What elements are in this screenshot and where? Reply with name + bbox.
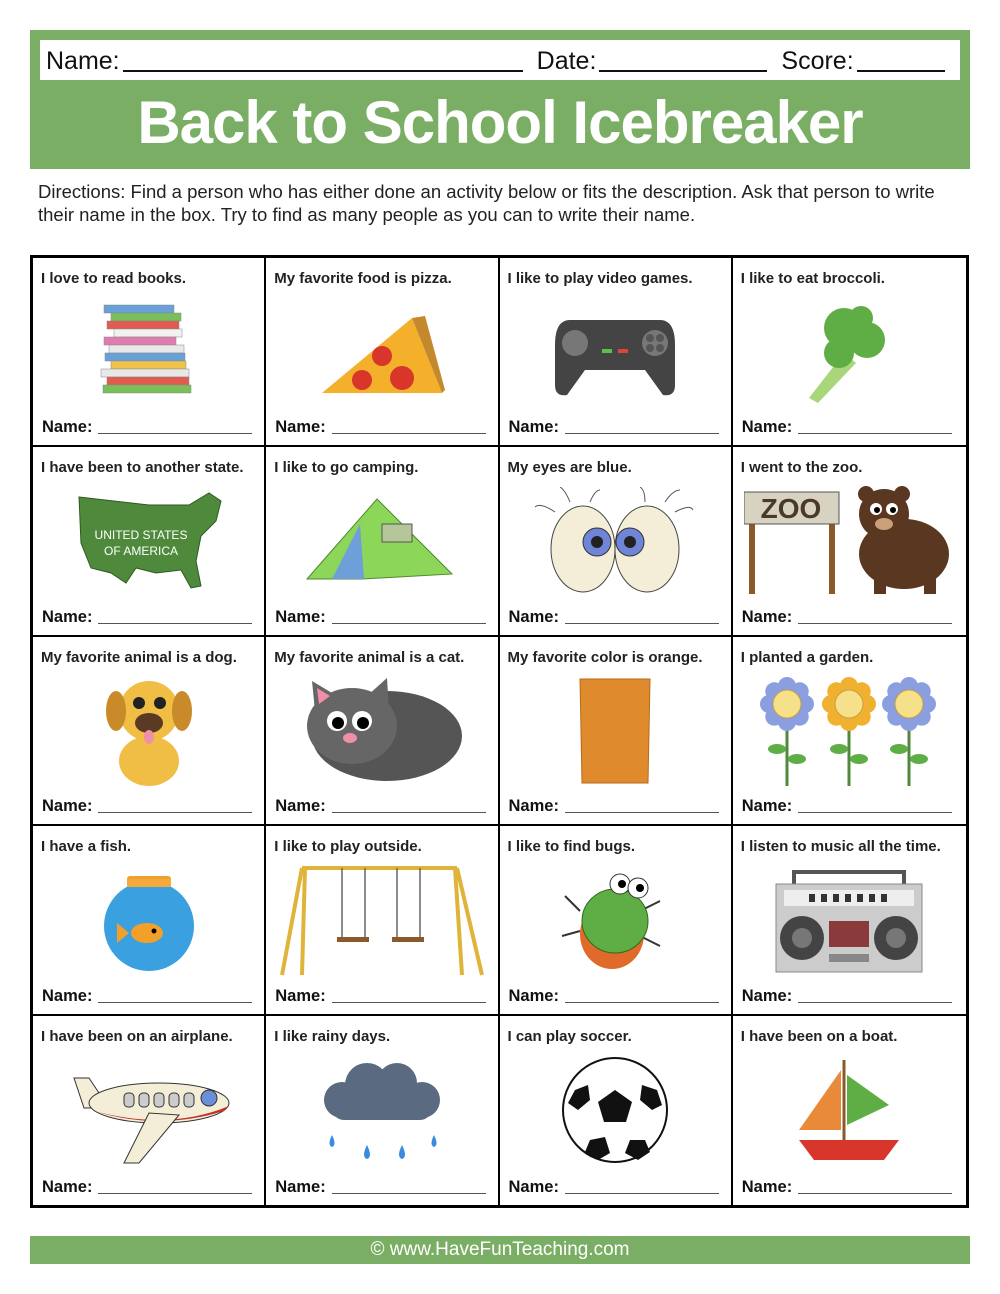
cell-prompt: I like to find bugs. [507, 838, 635, 856]
name-label: Name: [275, 986, 326, 1005]
dog-icon [33, 669, 264, 794]
name-label: Name: [275, 797, 326, 816]
cell-prompt: I planted a garden. [740, 648, 874, 666]
icebreaker-grid [30, 255, 969, 1208]
swing-set-icon [266, 858, 497, 983]
cell-prompt: I have been to another state. [41, 459, 244, 477]
name-line[interactable] [798, 1002, 952, 1003]
name-field[interactable] [42, 797, 252, 816]
name-line[interactable] [565, 433, 719, 434]
grid-cell [500, 826, 733, 1015]
cell-prompt: I like to go camping. [274, 459, 419, 477]
bug-icon [500, 858, 731, 983]
usa-map-icon [33, 479, 264, 604]
tent-icon [266, 479, 497, 604]
name-label: Name: [508, 418, 559, 437]
pizza-icon [266, 290, 497, 415]
name-label: Name: [741, 418, 793, 437]
grid-cell [733, 1016, 966, 1205]
svg-text:OF AMERICA: OF AMERICA [103, 543, 178, 558]
cell-prompt: I have been on an airplane. [41, 1027, 233, 1045]
eyes-icon [500, 479, 731, 604]
cell-prompt: My favorite food is pizza. [274, 270, 452, 287]
orange-swatch-icon [500, 669, 731, 794]
page-title: Back to School Icebreaker [137, 89, 863, 156]
name-label: Name: [275, 607, 326, 626]
grid-cell [33, 447, 266, 636]
grid-cell [33, 1016, 266, 1205]
name-field[interactable] [275, 418, 485, 437]
name-line[interactable] [565, 623, 719, 624]
grid-cell [33, 826, 266, 1015]
name-label: Name: [508, 797, 559, 816]
worksheet-header [30, 30, 970, 169]
name-line[interactable] [798, 433, 952, 434]
name-field[interactable] [275, 1178, 485, 1197]
soccer-ball-icon [500, 1048, 731, 1173]
date-label: Date: [536, 47, 597, 75]
cell-prompt: I have been on a boat. [740, 1027, 898, 1045]
grid-cell [500, 258, 733, 447]
cell-prompt: I went to the zoo. [740, 459, 863, 477]
name-field[interactable] [742, 1178, 952, 1197]
flowers-icon [733, 669, 966, 794]
cell-prompt: I like rainy days. [274, 1027, 391, 1045]
name-field[interactable] [42, 1178, 252, 1197]
cat-icon [266, 669, 497, 794]
grid-cell [500, 1016, 733, 1205]
name-line[interactable] [798, 623, 952, 624]
cell-prompt: I like to play outside. [274, 838, 422, 856]
svg-text:ZOO: ZOO [761, 493, 822, 525]
name-line[interactable] [565, 1193, 719, 1194]
name-field[interactable] [42, 987, 252, 1006]
zoo-bear-icon [733, 479, 966, 604]
name-line[interactable] [332, 1002, 486, 1003]
cell-prompt: My eyes are blue. [507, 459, 632, 477]
name-field[interactable] [42, 418, 252, 437]
score-label: Score: [781, 47, 854, 75]
name-field[interactable] [742, 797, 952, 816]
name-label: Name: [508, 986, 559, 1005]
name-label: Name: [741, 1177, 793, 1196]
name-label: Name: [275, 1177, 326, 1196]
name-line[interactable] [98, 1193, 252, 1194]
grid-cell [33, 258, 266, 447]
name-field[interactable] [509, 1178, 719, 1197]
name-line[interactable] [98, 623, 252, 624]
score-line[interactable] [857, 69, 945, 72]
grid-cell [733, 826, 966, 1015]
name-line[interactable] [332, 623, 486, 624]
footer-copyright: © www.HaveFunTeaching.com [30, 1236, 970, 1264]
name-label: Name: [42, 418, 93, 437]
name-field[interactable] [509, 987, 719, 1006]
cell-prompt: My favorite animal is a dog. [41, 648, 237, 666]
cell-prompt: I have a fish. [41, 838, 132, 856]
name-label: Name: [741, 607, 793, 626]
books-icon [33, 290, 264, 415]
cell-prompt: I listen to music all the time. [740, 838, 941, 856]
name-field[interactable] [509, 797, 719, 816]
name-label: Name: [741, 797, 793, 816]
name-label: Name: [275, 418, 326, 437]
broccoli-icon [733, 290, 966, 415]
name-line[interactable] [798, 1193, 952, 1194]
sailboat-icon [733, 1048, 966, 1173]
rain-cloud-icon [266, 1048, 497, 1173]
grid-cell [733, 258, 966, 447]
grid-cell [733, 637, 966, 826]
name-line[interactable] [332, 433, 486, 434]
grid-cell [266, 826, 499, 1015]
name-label: Name: [42, 607, 93, 626]
name-line[interactable] [123, 69, 523, 72]
cell-prompt: I love to read books. [41, 270, 187, 287]
cell-prompt: I like to eat broccoli. [740, 270, 885, 287]
grid-cell [500, 637, 733, 826]
name-field[interactable] [742, 608, 952, 627]
name-line[interactable] [798, 812, 952, 813]
name-field[interactable] [742, 987, 952, 1006]
cell-prompt: I like to play video games. [507, 270, 693, 287]
name-label: Name: [46, 47, 120, 75]
grid-cell [266, 637, 499, 826]
grid-cell [266, 1016, 499, 1205]
airplane-icon [33, 1048, 264, 1173]
name-label: Name: [508, 1177, 559, 1196]
grid-cell [266, 258, 499, 447]
date-line[interactable] [599, 69, 767, 72]
boombox-icon [733, 858, 966, 983]
name-label: Name: [42, 797, 93, 816]
grid-cell [733, 447, 966, 636]
grid-cell [33, 637, 266, 826]
grid-cell [266, 447, 499, 636]
name-label: Name: [42, 986, 93, 1005]
name-field[interactable] [742, 418, 952, 437]
name-label: Name: [741, 986, 793, 1005]
name-field[interactable] [509, 418, 719, 437]
name-line[interactable] [332, 1193, 486, 1194]
cell-prompt: I can play soccer. [507, 1027, 632, 1045]
name-field[interactable] [275, 797, 485, 816]
cell-prompt: My favorite color is orange. [507, 648, 703, 666]
cell-prompt: My favorite animal is a cat. [274, 648, 465, 666]
name-field[interactable] [42, 608, 252, 627]
name-field[interactable] [509, 608, 719, 627]
grid-cell [500, 447, 733, 636]
name-line[interactable] [565, 812, 719, 813]
name-label: Name: [508, 607, 559, 626]
name-line[interactable] [565, 1002, 719, 1003]
game-controller-icon [500, 290, 731, 415]
name-line[interactable] [98, 812, 252, 813]
name-label: Name: [42, 1177, 93, 1196]
directions: Directions: Find a person who has either done an activity below or fits the description. Ask that person to write their name in the box. Try to find as many people as you can to write their name. [38, 181, 935, 225]
student-info-bar [40, 40, 960, 80]
svg-text:UNITED STATES: UNITED STATES [94, 527, 188, 542]
name-line[interactable] [98, 433, 252, 434]
name-line[interactable] [332, 812, 486, 813]
fishbowl-icon [33, 858, 264, 983]
name-field[interactable] [275, 987, 485, 1006]
name-field[interactable] [275, 608, 485, 627]
name-line[interactable] [98, 1002, 252, 1003]
